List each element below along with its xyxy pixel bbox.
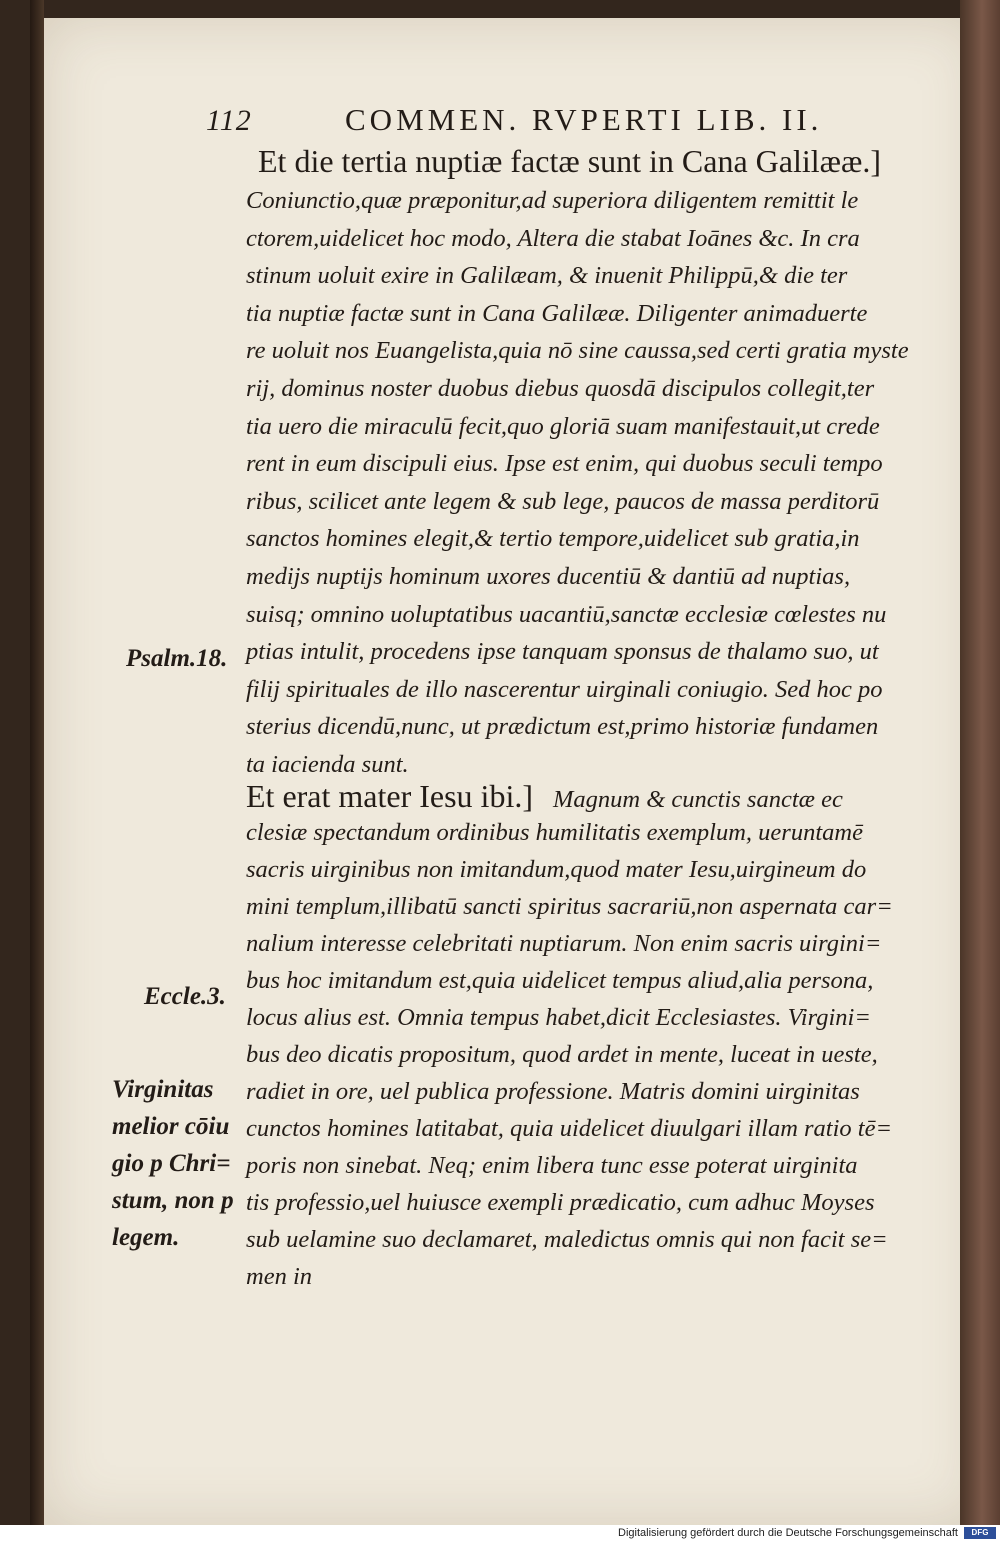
margin-note-line: Virginitas — [112, 1076, 214, 1103]
text-line: ptias intulit, procedens ipse tanquam sponsus de thalamo suo, ut — [246, 638, 879, 666]
binding-edge — [30, 0, 44, 1525]
text-line: suisq; omnino uoluptatibus uacantiū,sanctæ ecclesiæ cœlestes nu — [246, 600, 887, 628]
text-line: bus deo dicatis propositum, quod ardet in mente, luceat in ueste, — [246, 1041, 878, 1068]
text-line: cunctos homines latitabat, quia uidelicet diuulgari illam ratio tē= — [246, 1115, 892, 1142]
text-line: locus alius est. Omnia tempus habet,dicit Ecclesiastes. Virgini= — [246, 1004, 871, 1031]
lemma-heading: Et erat mater Iesu ibi.] — [246, 778, 533, 814]
text-line: sacris uirginibus non imitandum,quod mater Iesu,uirgineum do — [246, 856, 867, 883]
text-line: ctorem,uidelicet hoc modo, Altera die stabat Ioānes &c. In cra — [246, 224, 860, 252]
text-line: ribus, scilicet ante legem & sub lege, paucos de massa perditorū — [246, 487, 880, 515]
margin-note-line: gio p Chri= — [112, 1150, 231, 1177]
text-line: mini templum,illibatū sancti spiritus sacrariū,non aspernata car= — [246, 893, 893, 920]
margin-note-eccle: Eccle.3. — [144, 983, 226, 1010]
text-line: tia nuptiæ factæ sunt in Cana Galilææ. Diligenter animaduerte — [246, 299, 868, 327]
text-line: re uoluit nos Euangelista,quia nō sine caussa,sed certi gratia myste — [246, 337, 909, 365]
lemma-heading: Et die tertia nuptiæ factæ sunt in Cana Galilææ.] — [258, 143, 881, 179]
text-line: clesiæ spectandum ordinibus humilitatis exemplum, ueruntamē — [246, 819, 863, 846]
text-line: medijs nuptijs hominum uxores ducentiū & dantiū ad nuptias, — [246, 563, 851, 590]
text-line: tis professio,uel huiusce exempli prædicatio, cum adhuc Moyses — [246, 1189, 875, 1216]
text-line: rij, dominus noster duobus diebus quosdā discipulos collegit,ter — [246, 375, 875, 402]
text-line: Coniunctio,quæ præponitur,ad superiora diligentem remittit le — [246, 187, 859, 214]
margin-note-line: legem. — [112, 1224, 180, 1251]
text-line: sanctos homines elegit,& tertio tempore,uidelicet sub gratia,in — [246, 525, 860, 553]
text-line: ta iacienda sunt. — [246, 751, 409, 778]
text-line: sub uelamine suo declamaret, maledictus omnis qui non facit se= — [246, 1226, 888, 1253]
text-line: Magnum & cunctis sanctæ ec — [552, 786, 843, 813]
text-line: rent in eum discipuli eius. Ipse est enim, qui duobus seculi tempo — [246, 450, 883, 478]
margin-note-line: melior cōiu — [112, 1113, 230, 1140]
text-line: tia uero die miraculū fecit,quo gloriā suam manifestauit,ut crede — [246, 412, 880, 440]
text-line: nalium interesse celebritati nuptiarum. Non enim sacris uirgini= — [246, 930, 882, 957]
dfg-logo: DFG — [964, 1527, 996, 1539]
text-line: poris non sinebat. Neq; enim libera tunc esse poterat uirginita — [246, 1152, 858, 1179]
running-head — [0, 102, 1000, 142]
lemma-line — [246, 778, 843, 815]
text-line: radiet in ore, uel publica professione. Matris domini uirginitas — [246, 1078, 860, 1105]
margin-note-psalm: Psalm.18. — [126, 645, 228, 672]
text-line: stinum uoluit exire in Galilæam, & inuenit Philippū,& die ter — [246, 262, 848, 290]
text-line: bus hoc imitandum est,quia uidelicet tempus aliud,alia persona, — [246, 967, 874, 994]
text-line: men in — [246, 1263, 312, 1290]
next-leaf-edge — [960, 0, 1000, 1525]
text-line: filij spirituales de illo nascerentur uirginali coniugio. Sed hoc po — [246, 675, 883, 703]
margin-note-line: stum, non p — [112, 1187, 234, 1214]
text-line: sterius dicendū,nunc, ut prædictum est,primo historiæ fundamen — [246, 713, 879, 741]
digitization-credit: Digitalisierung gefördert durch die Deutsche Forschungsgemeinschaft — [618, 1527, 958, 1539]
folio-number: 112 — [206, 104, 252, 137]
running-title: COMMEN. RVPERTI LIB. II. — [345, 102, 823, 137]
